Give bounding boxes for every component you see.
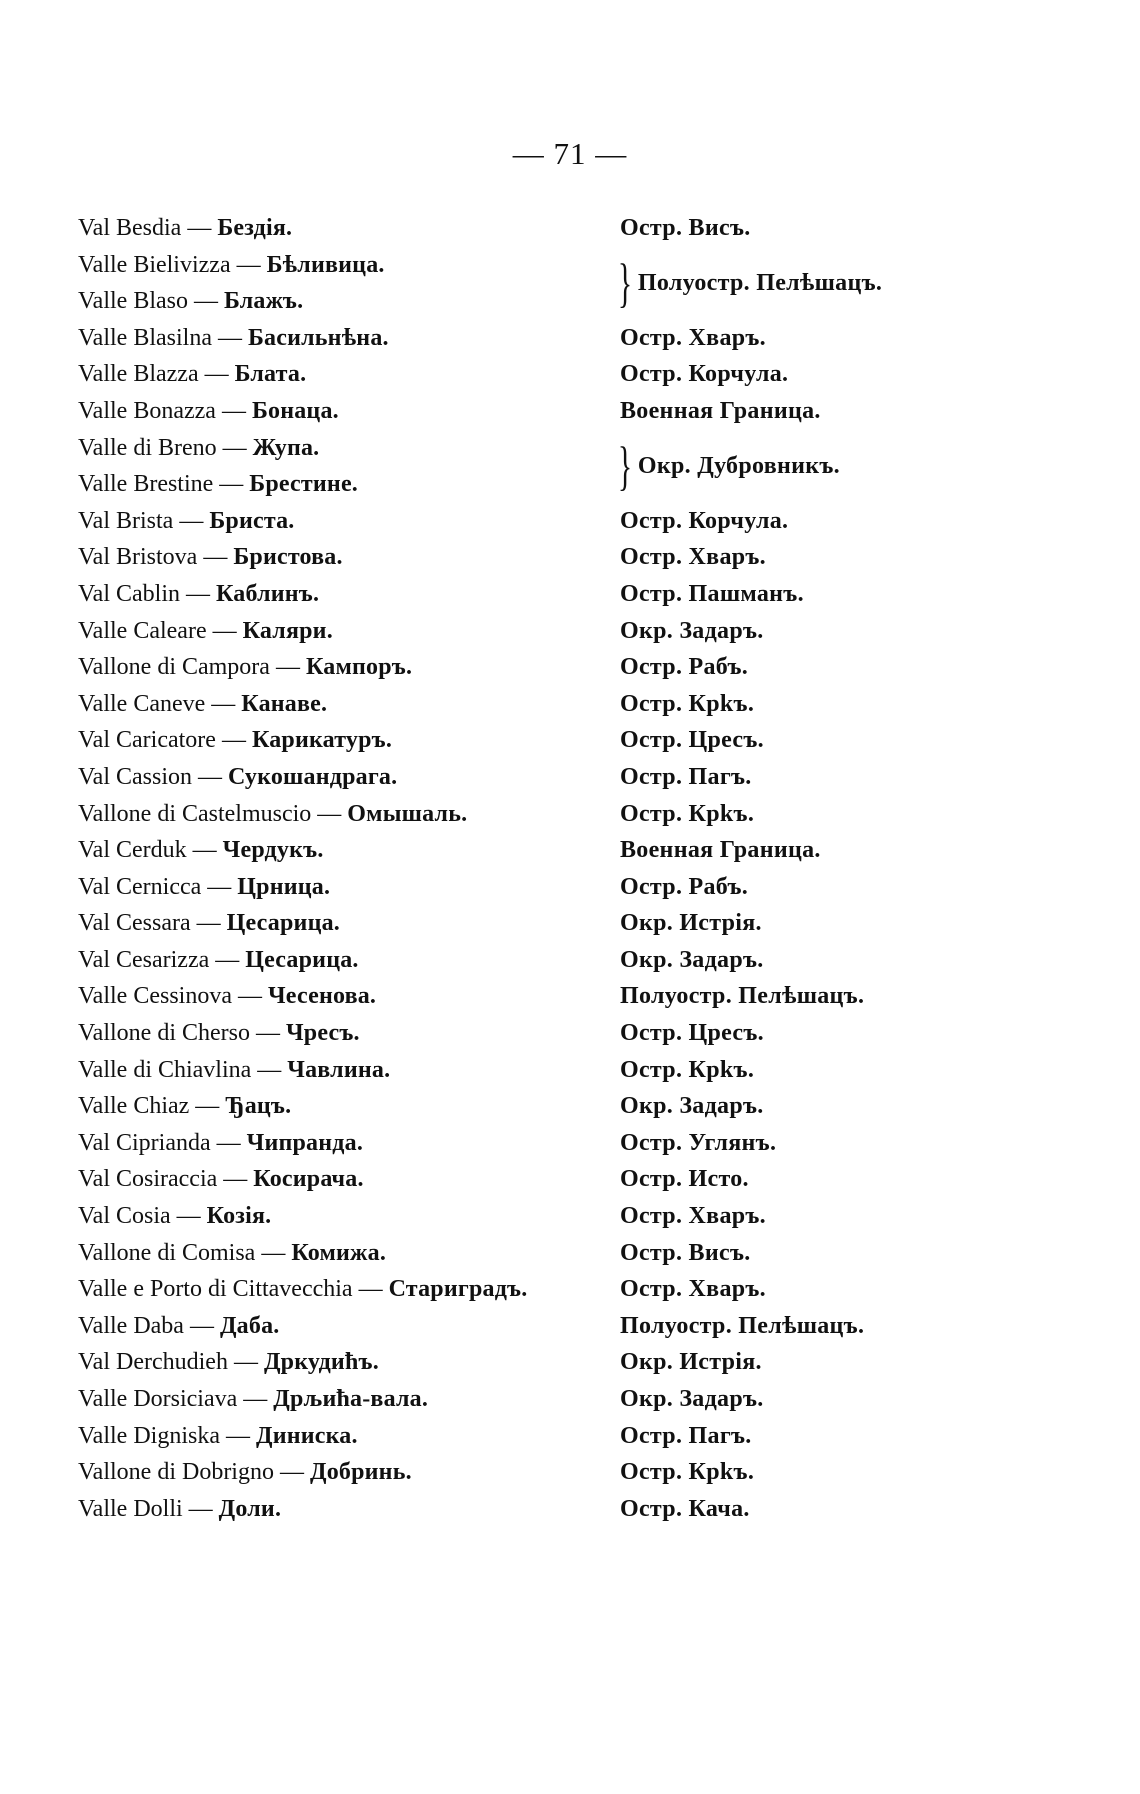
entry-location: Остр. Висъ.	[620, 1239, 751, 1266]
dash-separator: —	[198, 763, 222, 790]
entry-name	[78, 649, 412, 686]
italian-name: Vallone di Dobrigno	[78, 1459, 274, 1486]
dash-separator: —	[216, 1129, 241, 1156]
dash-separator: —	[222, 434, 247, 461]
entry-location: Остр. Крkъ.	[620, 690, 755, 717]
slavic-name: Стариградъ.	[388, 1276, 528, 1303]
dash-separator: —	[192, 837, 217, 864]
slavic-name: Карикатуръ.	[251, 727, 393, 754]
slavic-name: Бездія.	[217, 215, 293, 241]
slavic-name: Ђацъ.	[225, 1093, 292, 1120]
dash-separator: —	[225, 1422, 250, 1449]
entry-location: Остр. Хваръ.	[620, 1276, 766, 1303]
italian-name: Valle Daba	[78, 1312, 184, 1339]
slavic-name: Дрљића-вала.	[273, 1386, 429, 1412]
gazetteer-entries	[72, 210, 1072, 1527]
italian-name: Val Cesarizza	[78, 946, 210, 973]
dash-separator: —	[236, 251, 261, 278]
dash-separator: —	[358, 1276, 383, 1303]
entry-name	[78, 942, 359, 979]
list-item	[72, 686, 1072, 723]
slavic-name: Даба.	[219, 1312, 280, 1339]
entry-location: Остр. Кача.	[620, 1495, 750, 1522]
list-item	[72, 1381, 1072, 1418]
slavic-name: Каляри.	[242, 617, 333, 644]
slavic-name: Чипранда.	[246, 1129, 364, 1156]
entry-location: Полуостр. Пелѣшацъ.	[620, 1312, 865, 1339]
dash-separator: —	[217, 324, 242, 351]
grouped-location-label: Окр. Дубровникъ.	[637, 452, 840, 479]
grouped-location	[612, 430, 840, 503]
grouped-location	[612, 247, 882, 320]
list-item	[72, 1344, 1072, 1381]
dash-separator: —	[211, 690, 236, 717]
dash-separator: —	[195, 1093, 220, 1120]
italian-name: Val Cosiraccia	[78, 1166, 218, 1193]
slavic-name: Добринь.	[309, 1459, 412, 1486]
italian-name: Val Ciprianda	[78, 1129, 211, 1156]
entry-name	[78, 1235, 386, 1272]
list-item	[72, 1088, 1072, 1125]
slavic-name: Цесарица.	[226, 910, 341, 937]
page-number: — 71 —	[512, 136, 628, 171]
dash-separator: —	[203, 544, 228, 571]
slavic-name: Блажъ.	[223, 288, 304, 315]
slavic-name: Блата.	[234, 361, 307, 388]
slavic-name: Брестине.	[249, 471, 359, 498]
list-item	[72, 576, 1072, 613]
brace-icon: }	[617, 253, 633, 314]
entry-name	[78, 210, 292, 247]
list-item	[72, 649, 1072, 686]
entry-location: Военная Граница.	[620, 837, 821, 864]
list-item	[72, 978, 1072, 1015]
italian-name: Valle Bielivizza	[78, 251, 231, 278]
entry-name	[78, 1344, 379, 1381]
dash-separator: —	[212, 617, 237, 644]
list-item	[72, 1235, 1072, 1272]
slavic-name: Басильнѣна.	[247, 324, 389, 351]
dash-separator: —	[255, 1020, 280, 1047]
list-item	[72, 1454, 1072, 1491]
dash-separator: —	[221, 397, 246, 424]
entry-location: Остр. Рабъ.	[620, 654, 749, 681]
entry-location: Остр. Рабъ.	[620, 873, 749, 900]
italian-name: Valle Cessinova	[78, 983, 232, 1010]
entry-name	[78, 356, 306, 393]
italian-name: Valle Digniska	[78, 1422, 220, 1449]
slavic-name: Чавлина.	[287, 1056, 391, 1083]
italian-name: Valle Blasilna	[78, 324, 212, 351]
slavic-name: Кампоръ.	[305, 654, 413, 681]
list-item	[72, 503, 1072, 540]
list-item	[72, 1015, 1072, 1052]
italian-name: Valle di Chiavlina	[78, 1056, 252, 1083]
italian-name: Vallone di Campora	[78, 654, 270, 681]
list-item	[72, 247, 1072, 284]
entry-name	[78, 1491, 281, 1528]
list-item	[72, 210, 1072, 247]
entry-location: Остр. Корчула.	[620, 507, 789, 534]
entry-name	[78, 1454, 412, 1491]
list-item	[72, 1418, 1072, 1455]
list-item	[72, 613, 1072, 650]
entry-name	[78, 1271, 527, 1308]
dash-separator: —	[275, 654, 300, 681]
entry-name	[78, 905, 340, 942]
entry-name	[78, 1015, 360, 1052]
entry-name	[78, 1381, 428, 1418]
slavic-name: Каблинъ.	[216, 580, 320, 607]
entry-name	[78, 320, 389, 357]
list-item	[72, 356, 1072, 393]
italian-name: Val Bristova	[78, 544, 198, 571]
grouped-location-label: Полуостр. Пелѣшацъ.	[637, 269, 883, 296]
entry-name	[78, 759, 397, 796]
entry-name	[78, 1198, 271, 1235]
list-item	[72, 1198, 1072, 1235]
dash-separator: —	[193, 288, 218, 315]
entry-location: Остр. Пашманъ.	[620, 580, 804, 607]
dash-separator: —	[221, 727, 246, 754]
italian-name: Valle Brestine	[78, 471, 214, 498]
list-item	[72, 832, 1072, 869]
entry-name	[78, 1052, 390, 1089]
italian-name: Valle Bonazza	[78, 397, 216, 424]
italian-name: Vallone di Comisa	[78, 1239, 256, 1266]
entry-location: Остр. Цресъ.	[620, 727, 764, 754]
list-item	[72, 466, 1072, 503]
italian-name: Val Cablin	[78, 580, 180, 607]
entry-location: Остр. Пагъ.	[620, 1422, 752, 1449]
entry-location: Остр. Цресъ.	[620, 1020, 764, 1047]
list-item	[72, 905, 1072, 942]
entry-location: Полуостр. Пелѣшацъ.	[620, 983, 865, 1010]
entry-location: Остр. Исто.	[620, 1166, 749, 1193]
italian-name: Val Caricatore	[78, 727, 216, 754]
slavic-name: Омышаль.	[347, 800, 468, 827]
dash-separator: —	[257, 1056, 282, 1083]
slavic-name: Диниска.	[255, 1422, 358, 1449]
slavic-name: Доли.	[218, 1495, 282, 1522]
list-item	[72, 430, 1072, 467]
entry-location: Остр. Хваръ.	[620, 324, 766, 351]
entry-name	[78, 466, 358, 503]
italian-name: Valle Caleare	[78, 617, 207, 644]
slavic-name: Бонаца.	[251, 397, 339, 424]
entry-location: Остр. Пагъ.	[620, 763, 752, 790]
italian-name: Val Cassion	[78, 763, 192, 790]
list-item	[72, 393, 1072, 430]
list-item	[72, 1271, 1072, 1308]
slavic-name: Комижа.	[291, 1239, 387, 1266]
entry-location: Остр. Хваръ.	[620, 1203, 766, 1230]
slavic-name: Цесарица.	[245, 946, 359, 973]
slavic-name: Чердукъ.	[222, 837, 324, 864]
entry-name	[78, 869, 330, 906]
entry-location: Остр. Корчула.	[620, 361, 789, 388]
slavic-name: Чесенова.	[267, 983, 377, 1010]
entry-name	[78, 283, 303, 320]
entry-name	[78, 1418, 358, 1455]
list-item	[72, 539, 1072, 576]
italian-name: Val Derchudieh	[78, 1349, 228, 1376]
dash-separator: —	[215, 946, 240, 973]
dash-separator: —	[207, 873, 232, 900]
dash-separator: —	[204, 361, 229, 388]
italian-name: Val Cessara	[78, 910, 191, 937]
slavic-name: Козія.	[206, 1203, 272, 1230]
list-item	[72, 796, 1072, 833]
italian-name: Val Cerduk	[78, 837, 187, 864]
list-item	[72, 722, 1072, 759]
list-item	[72, 320, 1072, 357]
italian-name: Valle Dolli	[78, 1495, 183, 1522]
italian-name: Vallone di Castelmuscio	[78, 800, 312, 827]
italian-name: Valle e Porto di Cittavecchia	[78, 1276, 353, 1303]
dash-separator: —	[196, 910, 221, 937]
italian-name: Val Brista	[78, 507, 174, 534]
italian-name: Valle Dorsiciava	[78, 1386, 238, 1412]
entry-location: Остр. Крkъ.	[620, 800, 755, 827]
entry-name	[78, 722, 392, 759]
dash-separator: —	[243, 1386, 268, 1412]
dash-separator: —	[176, 1203, 201, 1230]
italian-name: Valle Blaso	[78, 288, 188, 315]
list-item	[72, 1052, 1072, 1089]
italian-name: Valle di Breno	[78, 434, 217, 461]
italian-name: Val Cernicca	[78, 873, 202, 900]
entry-name	[78, 503, 295, 540]
italian-name: Val Cosia	[78, 1203, 171, 1230]
dash-separator: —	[187, 215, 212, 241]
entry-location: Остр. Углянъ.	[620, 1129, 777, 1156]
slavic-name: Канаве.	[241, 690, 328, 717]
entry-name	[78, 1125, 363, 1162]
list-item	[72, 942, 1072, 979]
entry-location: Окр. Задаръ.	[620, 1093, 764, 1120]
entry-name	[78, 978, 376, 1015]
dash-separator: —	[223, 1166, 248, 1193]
entry-location: Военная Граница.	[620, 397, 821, 424]
entry-name	[78, 430, 319, 467]
slavic-name: Сукошандрага.	[228, 763, 398, 790]
slavic-name: Бриста.	[209, 507, 295, 534]
dash-separator: —	[179, 507, 204, 534]
entry-name	[78, 832, 324, 869]
entry-location: Окр. Задаръ.	[620, 1386, 764, 1412]
italian-name: Valle Chiaz	[78, 1093, 190, 1120]
slavic-name: Бѣливица.	[266, 251, 385, 278]
entry-location: Окр. Истрія.	[620, 910, 762, 937]
list-item	[72, 869, 1072, 906]
slavic-name: Чресъ.	[285, 1020, 360, 1047]
italian-name: Vallone di Cherso	[78, 1020, 250, 1047]
dash-separator: —	[279, 1459, 304, 1486]
entry-name	[78, 393, 339, 430]
dash-separator: —	[317, 800, 342, 827]
slavic-name: Жупа.	[252, 434, 320, 461]
list-item	[72, 1161, 1072, 1198]
slavic-name: Косирача.	[253, 1166, 364, 1193]
entry-name	[78, 247, 385, 284]
brace-icon: }	[617, 436, 633, 497]
entry-name	[78, 576, 319, 613]
entry-name	[78, 1308, 279, 1345]
entry-location: Остр. Крkъ.	[620, 1459, 755, 1486]
entry-location: Остр. Хваръ.	[620, 544, 766, 571]
entry-location: Остр. Висъ.	[620, 215, 751, 241]
dash-separator: —	[219, 471, 244, 498]
list-item	[72, 1491, 1072, 1528]
dash-separator: —	[237, 983, 262, 1010]
slavic-name: Дркудиħъ.	[263, 1349, 379, 1376]
entry-name	[78, 796, 467, 833]
list-item	[72, 759, 1072, 796]
entry-name	[78, 1088, 291, 1125]
entry-location: Остр. Крkъ.	[620, 1056, 755, 1083]
slavic-name: Црница.	[237, 873, 331, 900]
entry-name	[78, 1161, 364, 1198]
list-item	[72, 1125, 1072, 1162]
dash-separator: —	[186, 580, 210, 607]
list-item	[72, 283, 1072, 320]
italian-name: Val Besdia	[78, 215, 182, 241]
list-item	[72, 1308, 1072, 1345]
entry-location: Окр. Задаръ.	[620, 946, 764, 973]
italian-name: Valle Caneve	[78, 690, 206, 717]
entry-name	[78, 686, 327, 723]
slavic-name: Бристова.	[233, 544, 343, 571]
entry-name	[78, 613, 333, 650]
entry-location: Окр. Истрія.	[620, 1349, 762, 1376]
dash-separator: —	[189, 1312, 214, 1339]
entry-location: Окр. Задаръ.	[620, 617, 764, 644]
dash-separator: —	[261, 1239, 286, 1266]
italian-name: Valle Blazza	[78, 361, 199, 388]
dash-separator: —	[233, 1349, 258, 1376]
entry-name	[78, 539, 343, 576]
dash-separator: —	[188, 1495, 213, 1522]
